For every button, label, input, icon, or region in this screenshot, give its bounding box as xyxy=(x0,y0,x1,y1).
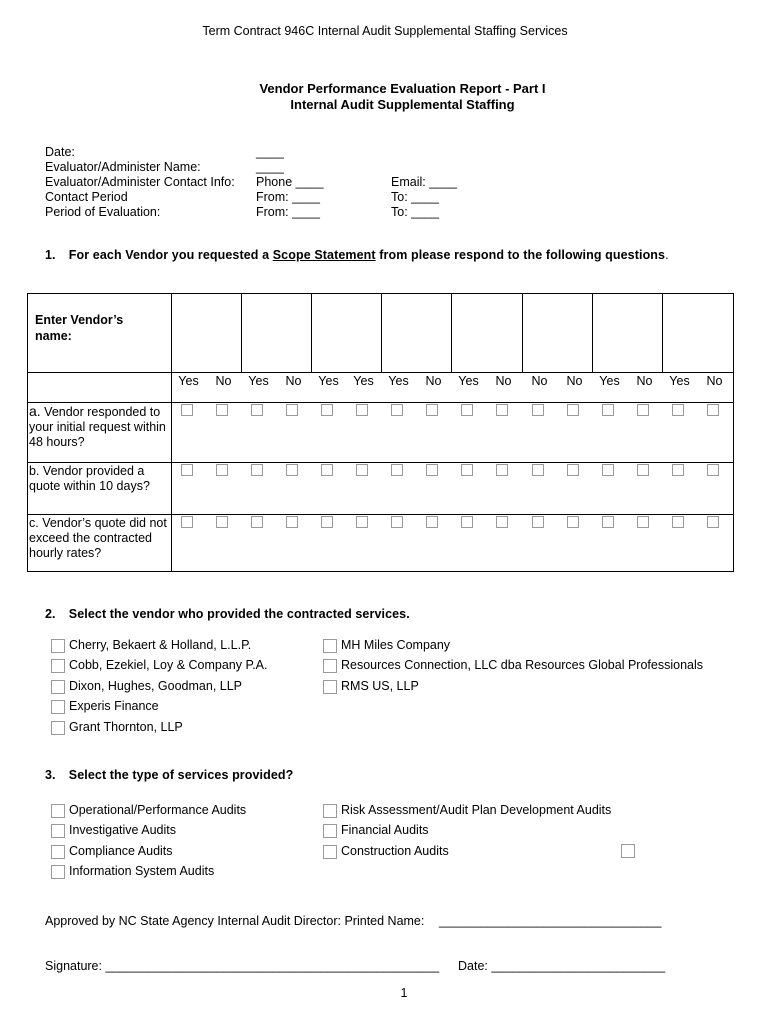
table-divider xyxy=(311,294,312,372)
evaluator-contact-label: Evaluator/Administer Contact Info: xyxy=(45,175,235,189)
row-c-checkbox[interactable] xyxy=(637,516,649,528)
row-c-checkbox[interactable] xyxy=(707,516,719,528)
row-a-letter: a. xyxy=(29,403,41,419)
vendor-checkbox[interactable] xyxy=(323,639,337,653)
vendor-label: Grant Thornton, LLP xyxy=(69,719,183,734)
table-divider xyxy=(28,402,733,403)
service-label: Construction Audits xyxy=(341,843,449,858)
table-divider xyxy=(522,294,523,372)
vendor-checkbox[interactable] xyxy=(51,639,65,653)
row-a-checkbox[interactable] xyxy=(707,404,719,416)
question-2-text: Select the vendor who provided the contracted services. xyxy=(68,607,410,621)
vendor-checkbox[interactable] xyxy=(51,659,65,673)
table-divider xyxy=(28,514,733,515)
row-c-checkbox[interactable] xyxy=(461,516,473,528)
question-2 xyxy=(45,607,410,621)
row-b-checkbox[interactable] xyxy=(602,464,614,476)
row-a-checkbox[interactable] xyxy=(637,404,649,416)
table-divider xyxy=(28,372,733,373)
yes-no-header: No xyxy=(215,374,232,388)
info-values xyxy=(256,145,323,220)
service-checkbox[interactable] xyxy=(323,824,337,838)
vendor-label: RMS US, LLP xyxy=(341,678,419,693)
vendor-option[interactable] xyxy=(51,699,471,717)
row-b-checkbox[interactable] xyxy=(251,464,263,476)
vendor-checkbox[interactable] xyxy=(51,700,65,714)
table-divider xyxy=(241,294,242,372)
service-checkbox[interactable] xyxy=(323,804,337,818)
vendor-checkbox[interactable] xyxy=(323,659,337,673)
date-field[interactable]: ____ xyxy=(256,145,284,159)
row-b-checkbox[interactable] xyxy=(426,464,438,476)
extra-checkbox[interactable] xyxy=(621,844,635,858)
yes-no-header: No xyxy=(566,374,583,388)
service-label: Information System Audits xyxy=(69,864,215,879)
page-number: 1 xyxy=(400,986,408,1000)
question-3 xyxy=(45,768,293,782)
row-c-checkbox[interactable] xyxy=(391,516,403,528)
vendor-label: Dixon, Hughes, Goodman, LLP xyxy=(69,678,243,693)
approval-label: Approved by NC State Agency Internal Audit Director: Printed Name: xyxy=(45,914,425,928)
vendor-name-header: Enter Vendor’s name: xyxy=(35,313,124,343)
vendor-label: Resources Connection, LLC dba Resources Global Professionals xyxy=(341,658,703,673)
row-a-checkbox[interactable] xyxy=(321,404,333,416)
row-b-checkbox[interactable] xyxy=(532,464,544,476)
service-label: Financial Audits xyxy=(341,823,429,838)
row-a-checkbox[interactable] xyxy=(426,404,438,416)
row-a-checkbox[interactable] xyxy=(181,404,193,416)
yes-no-header: Yes xyxy=(318,374,339,388)
service-label: Risk Assessment/Audit Plan Development Audits xyxy=(341,803,612,817)
service-checkbox[interactable] xyxy=(51,804,65,818)
evaluator-name-field[interactable]: ____ xyxy=(256,160,284,174)
row-b-checkbox[interactable] xyxy=(461,464,473,476)
phone-field[interactable]: Phone ____ xyxy=(256,175,324,189)
service-label: Investigative Audits xyxy=(69,823,177,838)
question-3-text: Select the type of services provided? xyxy=(68,768,294,782)
row-b-checkbox[interactable] xyxy=(707,464,719,476)
row-c-checkbox[interactable] xyxy=(251,516,263,528)
signature-field[interactable]: Signature: ________________________________________________ xyxy=(45,959,440,973)
vendor-option[interactable] xyxy=(323,638,743,656)
row-c-checkbox[interactable] xyxy=(426,516,438,528)
vendor-label: Cherry, Bekaert & Holland, L.L.P. xyxy=(69,638,252,652)
row-a-checkbox[interactable] xyxy=(216,404,228,416)
question-1-number: 1. xyxy=(45,248,56,262)
yes-no-header: No xyxy=(425,374,442,388)
approval-date-field[interactable]: Date: _________________________ xyxy=(458,959,666,973)
evaluation-period-label: Period of Evaluation: xyxy=(45,205,161,219)
printed-name-field[interactable]: ________________________________ xyxy=(439,914,662,928)
row-c-checkbox[interactable] xyxy=(181,516,193,528)
row-b-text: Vendor provided a quote within 10 days? xyxy=(29,464,150,493)
service-label: Operational/Performance Audits xyxy=(69,803,247,817)
yes-no-header: Yes xyxy=(248,374,269,388)
yes-no-header: No xyxy=(636,374,653,388)
yes-no-header: Yes xyxy=(599,374,620,388)
row-c-checkbox[interactable] xyxy=(567,516,579,528)
question-1-text-pre: For each Vendor you requested a xyxy=(68,248,273,262)
row-c-text: Vendor’s quote did not exceed the contracted hourly rates? xyxy=(29,516,167,560)
yes-no-header: Yes xyxy=(353,374,374,388)
service-option[interactable] xyxy=(323,823,743,841)
row-a-checkbox[interactable] xyxy=(286,404,298,416)
row-c-checkbox[interactable] xyxy=(672,516,684,528)
table-divider xyxy=(592,294,593,372)
date-label: Date: xyxy=(45,145,75,159)
page-header: Term Contract 946C Internal Audit Supplemental Staffing Services xyxy=(202,24,568,38)
contact-to-field[interactable]: To: ____ xyxy=(391,190,439,204)
contact-period-label: Contact Period xyxy=(45,190,128,204)
vendor-checkbox[interactable] xyxy=(51,721,65,735)
yes-no-header: No xyxy=(531,374,548,388)
contact-from-field[interactable]: From: ____ xyxy=(256,190,320,204)
yes-no-header: Yes xyxy=(388,374,409,388)
question-3-number: 3. xyxy=(45,768,56,782)
vendor-evaluation-table xyxy=(27,293,734,572)
row-b-label xyxy=(29,464,169,494)
vendor-option[interactable] xyxy=(323,658,743,676)
row-c-label xyxy=(29,516,169,561)
table-divider xyxy=(171,294,172,571)
vendor-option[interactable] xyxy=(323,679,743,697)
row-b-checkbox[interactable] xyxy=(216,464,228,476)
row-a-checkbox[interactable] xyxy=(567,404,579,416)
row-b-checkbox[interactable] xyxy=(181,464,193,476)
row-b-letter: b. xyxy=(29,464,40,478)
row-b-checkbox[interactable] xyxy=(567,464,579,476)
row-b-checkbox[interactable] xyxy=(672,464,684,476)
row-a-checkbox[interactable] xyxy=(356,404,368,416)
vendor-label: Experis Finance xyxy=(69,699,159,714)
service-checkbox[interactable] xyxy=(51,824,65,838)
row-b-checkbox[interactable] xyxy=(637,464,649,476)
row-c-letter: c. xyxy=(29,516,39,530)
service-checkbox[interactable] xyxy=(51,845,65,859)
row-c-checkbox[interactable] xyxy=(216,516,228,528)
row-a-checkbox[interactable] xyxy=(672,404,684,416)
scope-statement-link: Scope Statement xyxy=(272,248,376,262)
question-1 xyxy=(45,248,669,262)
yes-no-header: No xyxy=(706,374,723,388)
row-c-checkbox[interactable] xyxy=(532,516,544,528)
row-b-checkbox[interactable] xyxy=(356,464,368,476)
service-checkbox[interactable] xyxy=(323,845,337,859)
report-subtitle: Internal Audit Supplemental Staffing xyxy=(290,97,515,112)
question-1-period: . xyxy=(665,248,669,262)
yes-no-header: Yes xyxy=(458,374,479,388)
row-a-checkbox[interactable] xyxy=(461,404,473,416)
row-b-checkbox[interactable] xyxy=(391,464,403,476)
vendor-label: MH Miles Company xyxy=(341,638,451,652)
vendor-checkbox[interactable] xyxy=(323,680,337,694)
table-divider xyxy=(28,462,733,463)
service-option[interactable] xyxy=(323,844,743,862)
question-2-number: 2. xyxy=(45,607,56,621)
question-1-text-post: from please respond to the following questions xyxy=(375,248,666,262)
info-values-right xyxy=(391,175,457,220)
table-divider xyxy=(381,294,382,372)
row-b-checkbox[interactable] xyxy=(496,464,508,476)
service-checkbox[interactable] xyxy=(51,865,65,879)
row-c-checkbox[interactable] xyxy=(602,516,614,528)
row-a-checkbox[interactable] xyxy=(602,404,614,416)
service-option[interactable] xyxy=(323,803,743,821)
evaluation-from-field[interactable]: From: ____ xyxy=(256,205,320,219)
yes-no-header: No xyxy=(285,374,302,388)
row-c-checkbox[interactable] xyxy=(356,516,368,528)
email-field[interactable]: Email: ____ xyxy=(391,175,458,189)
service-label: Compliance Audits xyxy=(69,843,173,858)
row-a-text: Vendor responded to your initial request within 48 hours? xyxy=(29,405,166,449)
table-divider xyxy=(662,294,663,372)
row-a-checkbox[interactable] xyxy=(496,404,508,416)
evaluator-name-label: Evaluator/Administer Name: xyxy=(45,160,201,174)
row-c-checkbox[interactable] xyxy=(286,516,298,528)
vendor-option[interactable] xyxy=(51,720,471,738)
table-divider xyxy=(451,294,452,372)
yes-no-header: No xyxy=(495,374,512,388)
info-labels xyxy=(45,145,235,220)
row-c-checkbox[interactable] xyxy=(496,516,508,528)
row-c-checkbox[interactable] xyxy=(321,516,333,528)
service-option[interactable] xyxy=(51,864,471,882)
row-b-checkbox[interactable] xyxy=(321,464,333,476)
vendor-checkbox[interactable] xyxy=(51,680,65,694)
row-a-checkbox[interactable] xyxy=(251,404,263,416)
evaluation-to-field[interactable]: To: ____ xyxy=(391,205,439,219)
row-b-checkbox[interactable] xyxy=(286,464,298,476)
row-a-checkbox[interactable] xyxy=(391,404,403,416)
yes-no-header: Yes xyxy=(178,374,199,388)
row-a-checkbox[interactable] xyxy=(532,404,544,416)
report-title: Vendor Performance Evaluation Report - Part I xyxy=(259,81,546,96)
vendor-label: Cobb, Ezekiel, Loy & Company P.A. xyxy=(69,658,268,673)
row-a-label xyxy=(29,404,169,450)
yes-no-header: Yes xyxy=(669,374,690,388)
